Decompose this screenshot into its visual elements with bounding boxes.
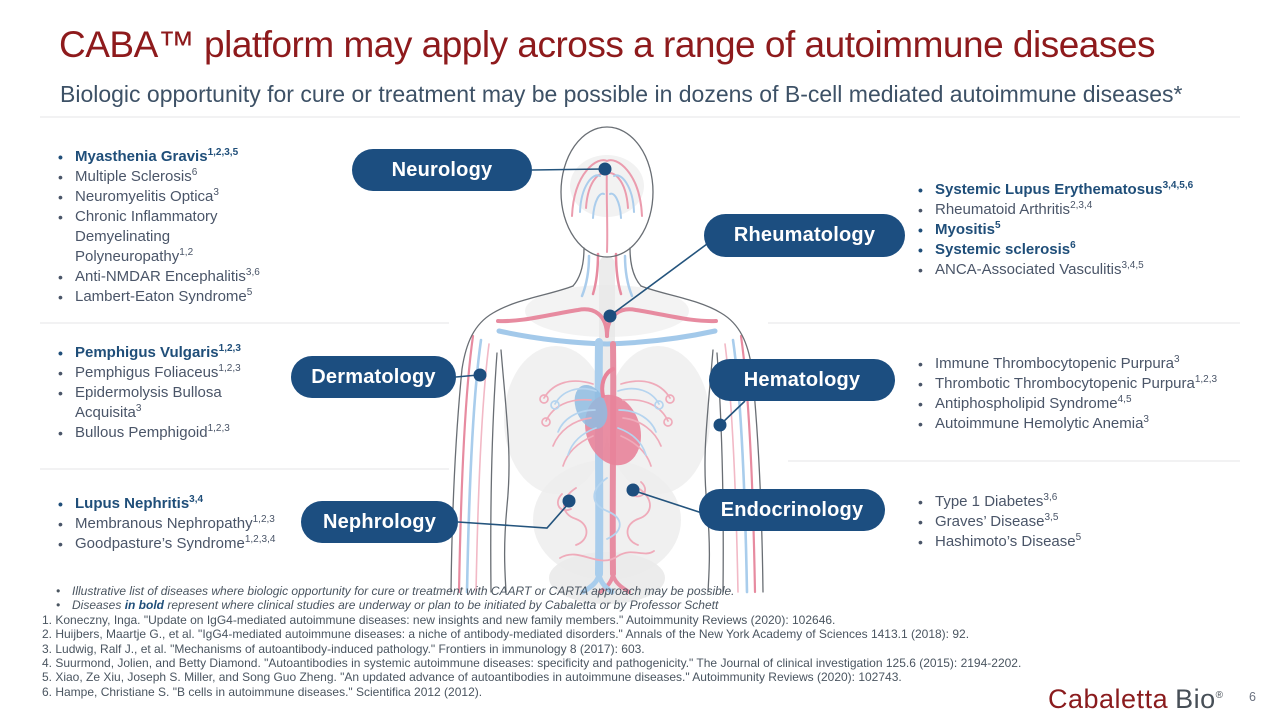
page-subtitle: Biologic opportunity for cure or treatment may be possible in dozens of B-cell mediated autoimmune diseases* — [60, 81, 1183, 107]
bullet-icon: • — [58, 536, 63, 552]
disease-name: Thrombotic Thrombocytopenic Purpura$^{1,2,3}$ — [935, 374, 1218, 392]
specialty-pill-neurology — [352, 149, 532, 191]
bullet-icon: • — [58, 269, 63, 285]
page-number: 6 — [1249, 690, 1256, 704]
disease-name: Myositis$^5$ — [935, 220, 1001, 238]
bullet-icon: • — [58, 345, 63, 361]
disease-name: Autoimmune Hemolytic Anemia$^3$ — [935, 414, 1149, 432]
disease-name: Epidermolysis Bullosa Acquisita$^3$ — [75, 384, 222, 421]
footnote-bullet-line — [42, 584, 1102, 598]
disease-item — [918, 532, 1218, 552]
bullet-icon: • — [58, 189, 63, 205]
rheumatology-disease-list — [918, 180, 1248, 280]
footnotes — [42, 584, 1102, 699]
bullet-icon: • — [918, 416, 923, 432]
bullet-icon: • — [918, 356, 923, 372]
disease-item — [58, 167, 290, 187]
bullet-icon: • — [918, 182, 923, 198]
specialty-pill-dermatology — [291, 356, 456, 398]
pill-label: Rheumatology — [733, 224, 876, 246]
disease-name: ANCA-Associated Vasculitis$^{3,4,5}$ — [935, 260, 1144, 278]
disease-item — [58, 423, 258, 443]
bullet-icon: • — [918, 222, 923, 238]
specialty-pill-endocrinology — [699, 489, 885, 531]
disease-item — [58, 363, 258, 383]
reference-line: 5. Xiao, Ze Xiu, Joseph S. Miller, and Song Guo Zheng. "An updated advance of autoantibodies in autoimmune diseases." Autoimmunity Reviews (2020): 102743. — [42, 670, 902, 685]
bullet-icon: • — [56, 584, 61, 598]
bullet-icon: • — [58, 385, 63, 401]
neurology-connector — [532, 169, 603, 170]
registered-mark: ® — [1215, 690, 1224, 701]
disease-item — [58, 207, 290, 267]
disease-name: Systemic sclerosis$^6$ — [935, 240, 1076, 258]
endocrinology-disease-list — [918, 492, 1218, 552]
disease-name: Membranous Nephropathy$^{1,2,3}$ — [75, 514, 275, 532]
bullet-icon: • — [918, 494, 923, 510]
disease-item — [918, 220, 1248, 240]
disease-item — [918, 200, 1248, 220]
footnote-bullets — [42, 584, 1102, 613]
disease-item — [58, 383, 258, 423]
disease-item — [58, 494, 318, 514]
pill-label: Dermatology — [311, 365, 436, 388]
disease-name: Pemphigus Foliaceus$^{1,2,3}$ — [75, 363, 241, 381]
cabaletta-bio-logo — [1048, 684, 1224, 715]
logo-brand-primary: Cabaletta — [1048, 684, 1169, 714]
disease-name: Neuromyelitis Optica$^3$ — [75, 187, 219, 205]
disease-name: Systemic Lupus Erythematosus$^{3,4,5,6}$ — [935, 180, 1194, 198]
dermatology-disease-list — [58, 343, 258, 443]
bullet-icon: • — [918, 202, 923, 218]
disease-name: Lambert-Eaton Syndrome$^5$ — [75, 287, 253, 305]
disease-name: Type 1 Diabetes$^{3,6}$ — [935, 492, 1058, 510]
disease-name: Antiphospholipid Syndrome$^{4,5}$ — [935, 394, 1132, 412]
bullet-icon: • — [918, 376, 923, 392]
disease-item — [918, 492, 1218, 512]
reference-line: 4. Suurmond, Jolien, and Betty Diamond. "Autoantibodies in systemic autoimmune diseases: specificity and pathogenicity." The Journal of clinical investigation 125.6 (2015): 2194-2202. — [42, 656, 1022, 671]
disease-name: Graves’ Disease$^{3,5}$ — [935, 512, 1059, 530]
footnote-bullet-line — [42, 598, 1102, 612]
disease-item — [58, 534, 318, 554]
dermatology-dot — [474, 369, 487, 382]
nephrology-dot — [563, 495, 576, 508]
bullet-icon: • — [918, 514, 923, 530]
endocrinology-dot — [627, 484, 640, 497]
disease-name: Hashimoto’s Disease$^5$ — [935, 532, 1082, 550]
reference-line: 3. Ludwig, Ralf J., et al. "Mechanisms of autoantibody-induced pathology." Frontiers in immunology 8 (2017): 603. — [42, 641, 645, 656]
disease-name: Immune Thrombocytopenic Purpura$^3$ — [935, 354, 1180, 372]
disease-name: Myasthenia Gravis$^{1,2,3,5}$ — [75, 147, 239, 165]
pill-label: Hematology — [743, 368, 861, 391]
disease-name: Pemphigus Vulgaris$^{1,2,3}$ — [75, 343, 241, 361]
disease-item — [58, 343, 258, 363]
bullet-icon: • — [918, 534, 923, 550]
disease-name: Goodpasture’s Syndrome$^{1,2,3,4}$ — [75, 534, 276, 552]
bullet-icon: • — [58, 149, 63, 165]
disease-item — [918, 394, 1248, 414]
bullet-icon: • — [58, 209, 63, 225]
disease-item — [58, 287, 290, 307]
specialty-pill-hematology — [709, 359, 895, 401]
bullet-icon: • — [58, 496, 63, 512]
disease-name: Multiple Sclerosis$^6$ — [75, 167, 198, 185]
reference-line: 1. Koneczny, Inga. "Update on IgG4-mediated autoimmune diseases: new insights and new family members." Autoimmunity Reviews (2020): 102646. — [42, 612, 836, 627]
disease-item — [58, 514, 318, 534]
bullet-icon: • — [918, 242, 923, 258]
disease-item — [58, 267, 290, 287]
bullet-icon: • — [58, 425, 63, 441]
reference-list — [42, 613, 1102, 699]
rheumatology-dot — [604, 310, 617, 323]
reference-line: 6. Hampe, Christiane S. "B cells in autoimmune diseases." Scientifica 2012 (2012). — [42, 684, 483, 699]
bullet-icon: • — [58, 365, 63, 381]
neurology-disease-list — [58, 147, 290, 307]
bullet-icon: • — [58, 169, 63, 185]
disease-item — [918, 260, 1248, 280]
footnote-text: Illustrative list of diseases where biologic opportunity for cure or treatment with CAART or CARTA approach may be possible. — [72, 584, 735, 598]
hematology-dot — [714, 419, 727, 432]
bullet-icon: • — [918, 396, 923, 412]
disease-item — [918, 374, 1248, 394]
page-title: CABA™ platform may apply across a range of autoimmune diseases — [59, 24, 1155, 65]
disease-item — [58, 147, 290, 167]
logo-brand-secondary: Bio — [1175, 684, 1216, 714]
disease-item — [58, 187, 290, 207]
disease-name: Rheumatoid Arthritis$^{2,3,4}$ — [935, 200, 1093, 218]
specialty-pill-nephrology — [301, 501, 458, 543]
disease-name: Bullous Pemphigoid$^{1,2,3}$ — [75, 423, 230, 441]
disease-item — [918, 354, 1248, 374]
bullet-icon: • — [58, 516, 63, 532]
disease-item — [918, 240, 1248, 260]
disease-item — [918, 512, 1218, 532]
pill-label: Endocrinology — [720, 498, 864, 521]
reference-line: 2. Huijbers, Maartje G., et al. "IgG4-mediated autoimmune diseases: a niche of antibody-mediated disorders." Annals of the New York Academy of Sciences 1413.1 (2018): 92. — [42, 627, 970, 642]
pill-label: Nephrology — [322, 510, 437, 533]
bullet-icon: • — [58, 289, 63, 305]
nephrology-disease-list — [58, 494, 318, 554]
bullet-icon: • — [56, 598, 61, 613]
neurology-dot — [599, 163, 612, 176]
specialty-pill-rheumatology — [704, 214, 905, 257]
pill-label: Neurology — [391, 158, 493, 181]
disease-name: Lupus Nephritis$^{3,4}$ — [75, 494, 204, 512]
footnote-text: Diseases in bold represent where clinical studies are underway or plan to be initiated by Cabaletta or by Professor Schett — [72, 598, 719, 613]
disease-item — [918, 414, 1248, 434]
disease-name: Anti-NMDAR Encephalitis$^{3,6}$ — [75, 267, 260, 285]
bullet-icon: • — [918, 262, 923, 278]
disease-item — [918, 180, 1248, 200]
hematology-disease-list — [918, 354, 1248, 434]
disease-name: Chronic Inflammatory Demyelinating Polyneuropathy$^{1,2}$ — [75, 208, 218, 265]
